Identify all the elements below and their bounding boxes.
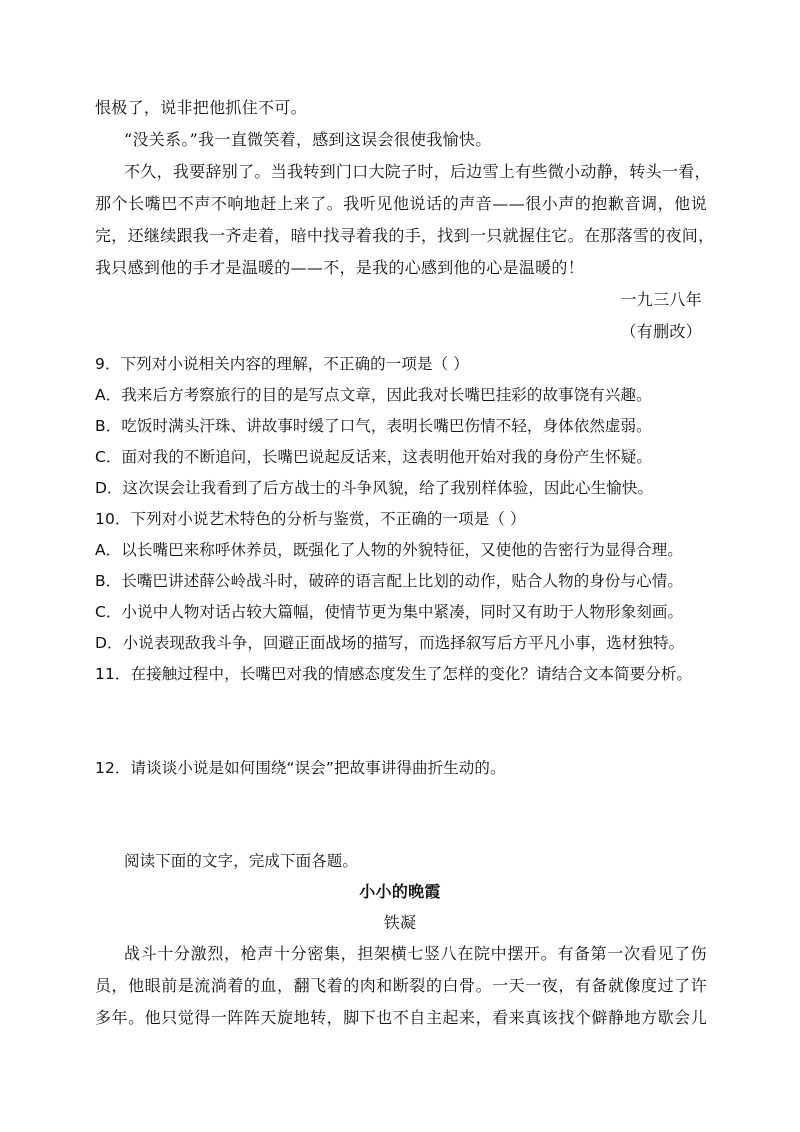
question-10-option-c: C．小说中人物对话占较大篇幅，使情节更为集中紧凑，同时又有助于人物形象刻画。	[95, 603, 684, 621]
question-9-option-b: B．吃饭时满头汗珠、讲故事时缓了口气，表明长嘴巴伤情不轻，身体依然虚弱。	[95, 417, 652, 435]
question-9-option-d: D．这次误会让我看到了后方战士的斗争风貌，给了我别样体验，因此心生愉快。	[95, 479, 654, 497]
passage-line-1: 战斗十分激烈，枪声十分密集，担架横七竖八在院中摆开。有备第一次看见了伤	[124, 944, 707, 963]
question-11: 11．在接触过程中，长嘴巴对我的情感态度发生了怎样的变化？请结合文本简要分析。	[95, 665, 693, 683]
story-line-4: 那个长嘴巴不声不响地赶上来了。我听见他说话的声音——很小声的抱歉音调，他说	[95, 194, 707, 213]
reading-instruction: 阅读下面的文字，完成下面各题。	[124, 852, 359, 870]
passage-line-3: 多年。他只觉得一阵阵天旋地转，脚下也不自主起来，看来真该找个僻静地方歇会儿	[95, 1008, 707, 1027]
question-10-option-a: A．以长嘴巴来称呼休养员，既强化了人物的外貌特征，又使他的告密行为显得合理。	[95, 541, 683, 559]
question-10-option-d: D．小说表现敌我斗争，回避正面战场的描写，而选择叙写后方平凡小事，选材独特。	[95, 634, 685, 652]
passage-title: 小小的晚霞	[359, 882, 441, 901]
question-10-option-b: B．长嘴巴讲述薛公岭战斗时，破碎的语言配上比划的动作，贴合人物的身份与心情。	[95, 572, 683, 590]
story-line-2: “没关系。”我一直微笑着，感到这误会很使我愉快。	[124, 130, 492, 149]
story-date: 一九三八年	[620, 290, 702, 309]
question-9-stem: 9．下列对小说相关内容的理解，不正确的一项是（ ）	[95, 355, 469, 373]
passage-line-2: 员，他眼前是流淌着的血，翻飞着的肉和断裂的白骨。一天一夜，有备就像度过了许	[95, 976, 707, 995]
question-12: 12．请谈谈小说是如何围绕“误会”把故事讲得曲折生动的。	[95, 759, 506, 777]
story-note: （有删改）	[620, 322, 702, 341]
question-10-stem: 10．下列对小说艺术特色的分析与鉴赏，不正确的一项是（ ）	[95, 510, 526, 528]
story-line-3: 不久，我要辞别了。当我转到门口大院子时，后边雪上有些微小动静，转头一看，	[124, 162, 711, 181]
passage-author: 铁凝	[383, 913, 417, 932]
story-line-1: 恨极了，说非把他抓住不可。	[95, 98, 307, 117]
story-line-5: 完，还继续跟我一齐走着，暗中找寻着我的手，找到一只就握住它。在那落雪的夜间，	[95, 226, 715, 245]
question-9-option-c: C．面对我的不断追问，长嘴巴说起反话来，这表明他开始对我的身份产生怀疑。	[95, 448, 652, 466]
story-line-6: 我只感到他的手才是温暖的——不，是我的心感到他的心是温暖的！	[95, 258, 585, 277]
question-9-option-a: A．我来后方考察旅行的目的是写点文章，因此我对长嘴巴挂彩的故事饶有兴趣。	[95, 386, 652, 404]
